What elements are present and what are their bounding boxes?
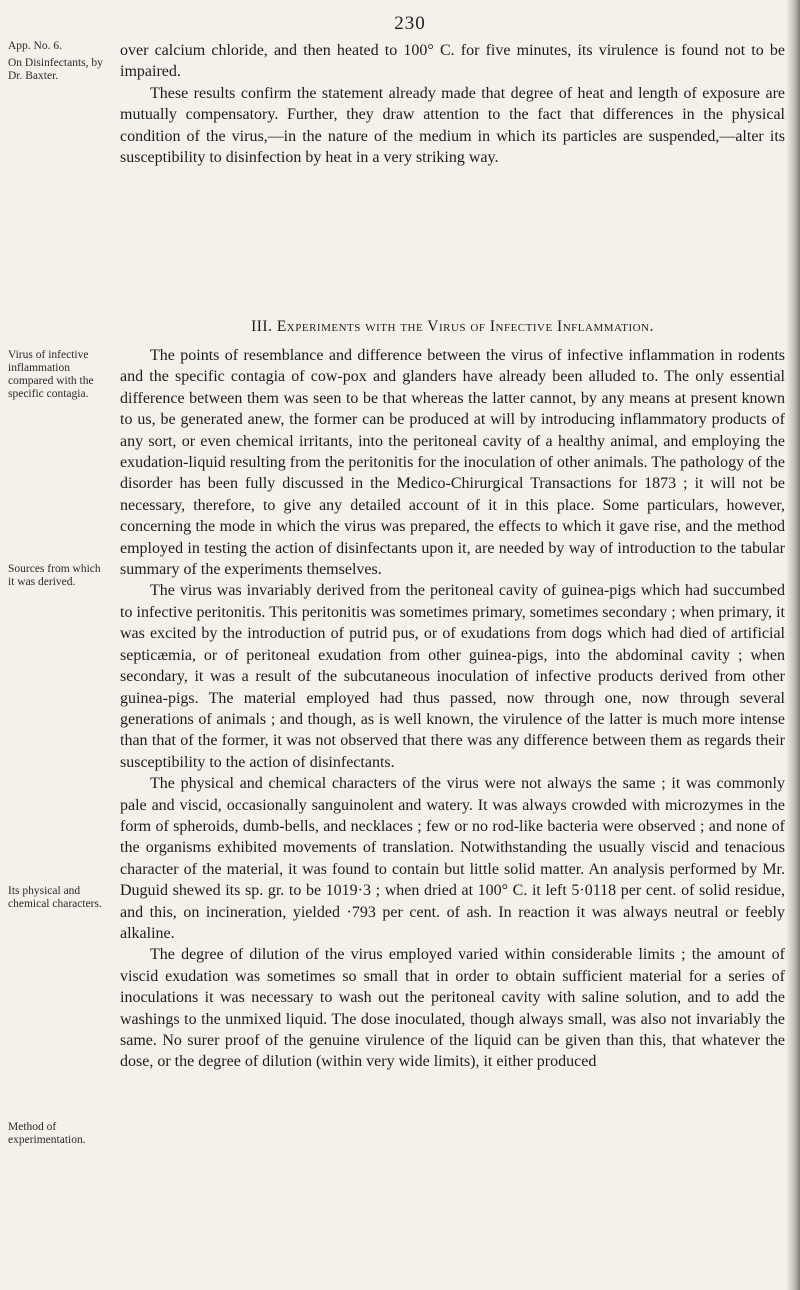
paragraph-results: These results confirm the statement already made that degree of heat and length of exposure are mutually compensatory. Further, they draw attention to the fact that differences in the physical condition of the virus,—in the nature of the medium in which its particles are suspended,—alter its susceptibility to disinfection by heat in a very striking way. <box>120 84 785 167</box>
body-text-top <box>120 40 785 168</box>
paragraph-sources: The virus was invariably derived from the peritoneal cavity of guinea-pigs which had succumbed to infective peritonitis. This peritonitis was sometimes primary, sometimes secondary ; when primary, it was excited by the introduction of putrid pus, or of exudations from dogs which had died of artificial septicæmia, or of peritoneal exudation from other guinea-pigs, into the abdominal cavity ; when secondary, it was a result of the subcutaneous inoculation of infective products derived from other guinea-pigs. The material employed had thus passed, now through one, now through several generations of animals ; and though, as is well known, the virulence of the latter is much more intense than that of the former, it was not observed that there was any difference between them as regards their susceptibility to the action of disinfectants. <box>120 582 785 771</box>
sidenote-sources: Sources from which it was derived. <box>8 563 101 588</box>
sidenote-physical-characters: Its physical and chemical characters. <box>8 885 102 910</box>
paragraph-resemblance: The points of resemblance and difference between the virus of infective inflammation in rodents and the specific contagia of cow-pox and glanders have already been alluded to. The only essential difference between them was seen to be that whereas the latter cannot, by any means at present known to us, be generated anew, the former can be produced at will by introducing inflammatory products of any sort, or even chemical irritants, into the peritoneal cavity of a healthy animal, and employing the exudation-liquid resulting from the peritonitis for the inoculation of other animals. The pathology of the disorder has been fully discussed in the Medico-Chirurgical Transactions for 1873 ; it will not be necessary, therefore, to give any detailed account of it in this place. Some particulars, however, concerning the mode in which the virus was prepared, the effects to which it gave rise, and the method employed in testing the action of disinfectants upon it, are needed by way of introduction to the tabular summary of the experiments themselves. <box>120 347 785 579</box>
paragraph-method: The degree of dilution of the virus employed varied within considerable limits ; the amount of viscid exudation was sometimes so small that in order to obtain sufficient material for a series of inoculations it was necessary to wash out the peritoneal cavity with saline solution, and to add the washings to the unmixed liquid. The dose inoculated, though always small, was also not invariably the same. No surer proof of the genuine virulence of the liquid can be given than this, that whatever the dose, or the degree of dilution (within very wide limits), it either produced <box>120 946 785 1071</box>
page-number: 230 <box>394 13 426 34</box>
sidenote-appendix: App. No. 6. <box>8 40 62 52</box>
paragraph-physical: The physical and chemical characters of the virus were not always the same ; it was commonly pale and viscid, occasionally sanguinolent and watery. It was always crowded with microzymes in the form of spheroids, dumb-bells, and necklaces ; few or no rod-like bacteria were observed ; and none of the organisms exhibited movements of translation. Notwithstanding the usually viscid and tenacious character of the material, it was found to contain but little solid matter. An analysis performed by Mr. Duguid shewed its sp. gr. to be 1019·3 ; when dried at 100° C. it left 5·0118 per cent. of solid residue, and this, on incineration, yielded ·793 per cent. of ash. In reaction it was always neutral or feebly alkaline. <box>120 775 785 942</box>
paragraph-continuation: over calcium chloride, and then heated to 100° C. for five minutes, its virulence is found not to be impaired. <box>120 42 785 81</box>
section-heading: III. Experiments with the Virus of Infective Inflammation. <box>251 318 654 335</box>
sidenote-method: Method of experimentation. <box>8 1121 86 1146</box>
page-edge-shadow <box>786 0 800 1290</box>
sidenote-disinfectants: On Disinfectants, by Dr. Baxter. <box>8 57 103 82</box>
body-text-main <box>120 345 785 1073</box>
sidenote-virus-compared: Virus of infective inflammation compared with the specific contagia. <box>8 349 94 400</box>
